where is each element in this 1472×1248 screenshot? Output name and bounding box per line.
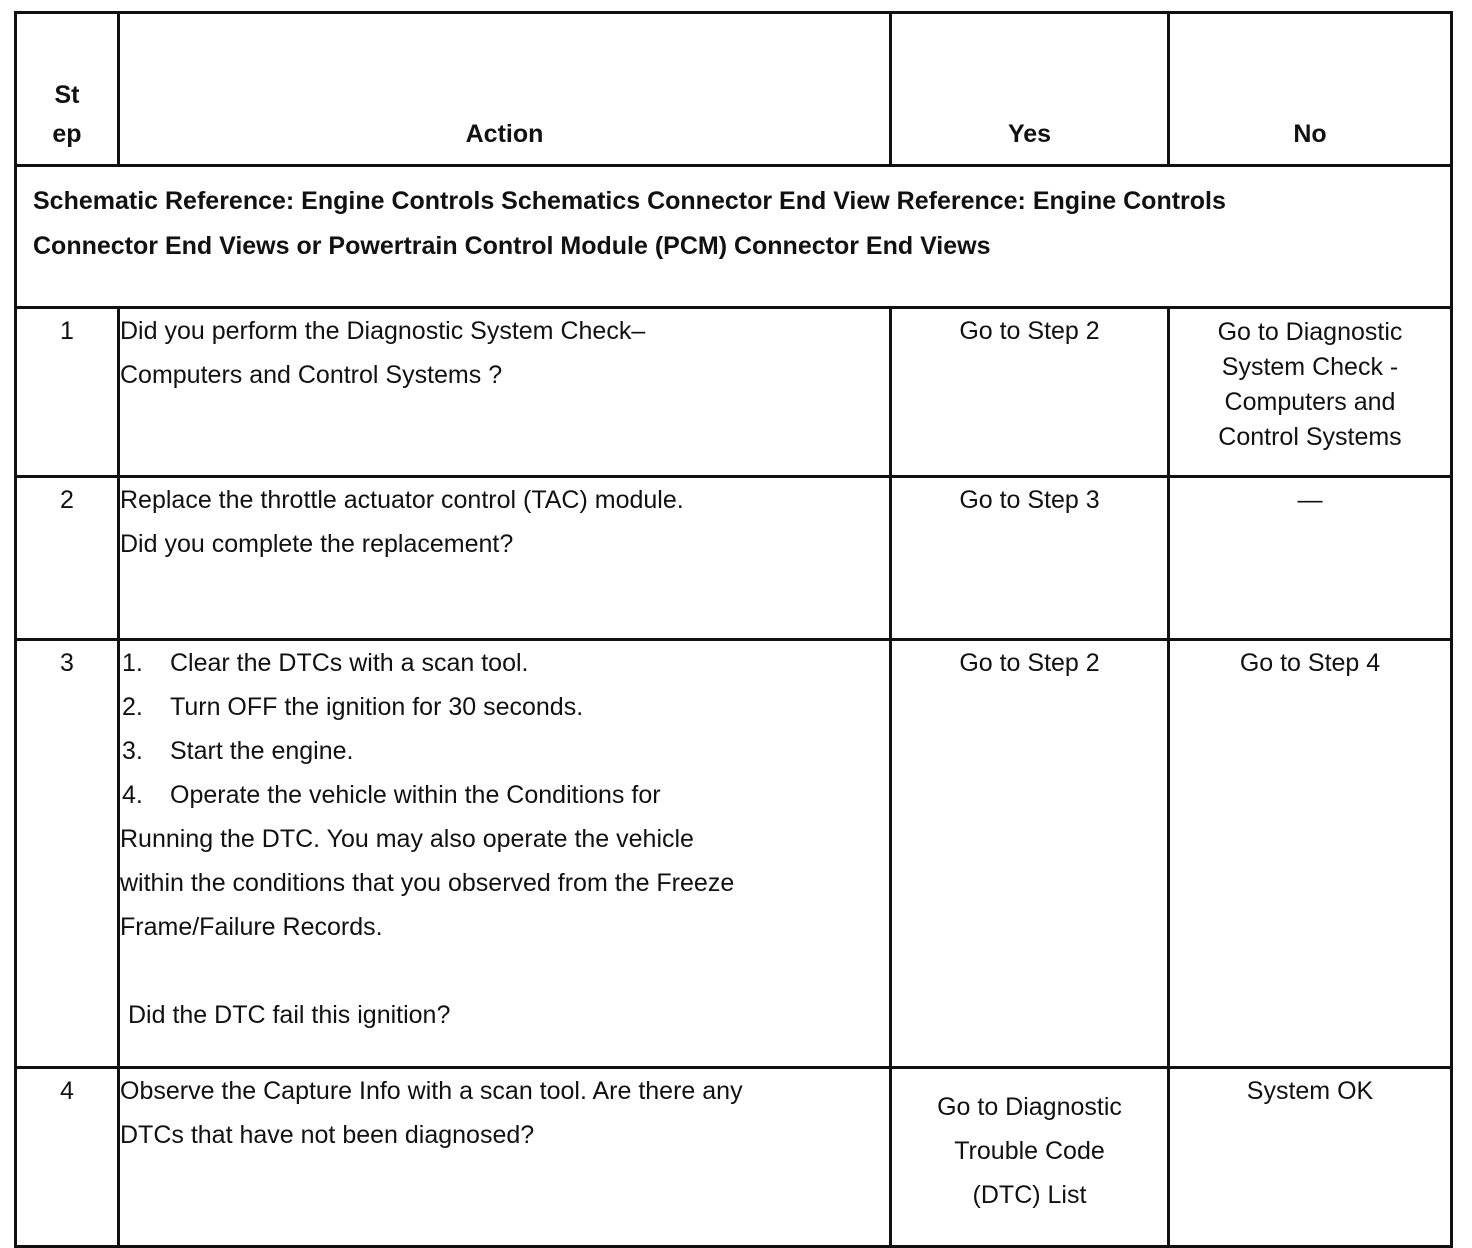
table-row [16,1068,1452,1247]
no-line: Control Systems [1218,423,1402,451]
table-row [16,308,1452,477]
list-item [120,729,889,773]
table-row [16,477,1452,640]
yes-cell: Go to Step 2 [891,640,1169,1068]
yes-line: (DTC) List [972,1181,1087,1209]
action-line: Replace the throttle actuator control (TAC) module. [120,486,684,514]
action-line: Computers and Control Systems ? [120,361,503,389]
header-step [16,13,119,166]
action-line: Frame/Failure Records. [120,913,383,941]
action-question: Did the DTC fail this ignition? [128,1001,451,1029]
list-item [120,685,889,729]
no-cell: — [1169,477,1452,640]
no-line: System Check - [1221,353,1399,381]
reference-row [16,166,1452,308]
action-line: within the conditions that you observed from the Freeze [120,869,735,897]
action-cell [119,640,891,1068]
action-line: Running the DTC. You may also operate the vehicle [120,825,694,853]
list-item [120,641,889,685]
step-number: 2 [16,477,119,640]
action-line: Observe the Capture Info with a scan tool. Are there any [120,1077,743,1105]
table-header-row [16,13,1452,166]
list-item [120,773,889,817]
yes-line: Go to Diagnostic [937,1093,1122,1121]
reference-line: Connector End Views or Powertrain Control Module (PCM) Connector End Views [33,232,991,260]
no-line: Go to Diagnostic [1217,318,1403,346]
list-item-number: 1. [122,649,143,677]
action-line: Did you complete the replacement? [120,530,514,558]
list-item-text: Clear the DTCs with a scan tool. [170,649,529,677]
spacer [120,949,889,993]
reference-cell [16,166,1452,308]
no-cell [1169,308,1452,477]
list-item-text: Turn OFF the ignition for 30 seconds. [170,693,584,721]
step-number: 1 [16,308,119,477]
header-action: Action [119,13,891,166]
list-item-text: Start the engine. [170,737,354,765]
action-cell [119,1068,891,1247]
yes-cell: Go to Step 2 [891,308,1169,477]
list-item-text: Operate the vehicle within the Conditions for [170,781,661,809]
no-cell: System OK [1169,1068,1452,1247]
header-step-line1: St [54,81,80,109]
action-cell [119,308,891,477]
yes-cell [891,1068,1169,1247]
action-line: DTCs that have not been diagnosed? [120,1121,535,1149]
no-cell: Go to Step 4 [1169,640,1452,1068]
reference-line: Schematic Reference: Engine Controls Schematics Connector End View Reference: Engine Controls [33,187,1226,215]
header-yes: Yes [891,13,1169,166]
header-no: No [1169,13,1452,166]
no-line: Computers and [1224,388,1396,416]
yes-cell: Go to Step 3 [891,477,1169,640]
list-item-number: 3. [122,737,143,765]
action-cell [119,477,891,640]
step-number: 3 [16,640,119,1068]
list-item-number: 4. [122,781,143,809]
step-number: 4 [16,1068,119,1247]
action-line: Did you perform the Diagnostic System Check– [120,317,646,345]
table-row [16,640,1452,1068]
header-step-line2: ep [52,120,82,148]
diagnostic-table [14,11,1453,1248]
list-item-number: 2. [122,693,143,721]
yes-line: Trouble Code [954,1137,1105,1165]
